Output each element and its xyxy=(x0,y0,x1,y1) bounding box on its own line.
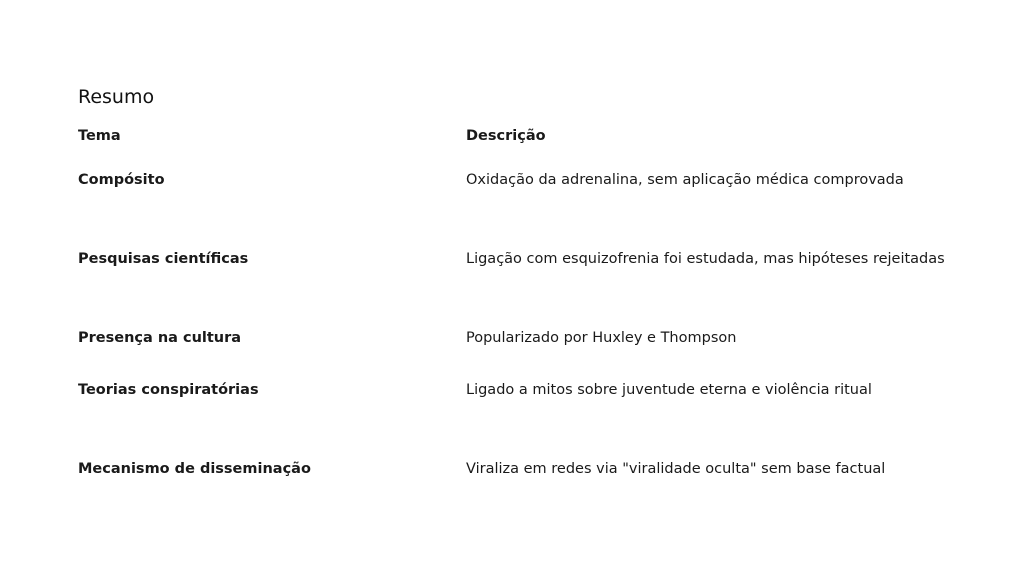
row-topic: Compósito xyxy=(78,172,165,188)
row-description: Oxidação da adrenalina, sem aplicação médica comprovada xyxy=(466,172,904,188)
header-topic: Tema xyxy=(78,128,121,144)
table-row xyxy=(78,251,978,273)
row-topic: Mecanismo de disseminação xyxy=(78,461,311,477)
table-header-row xyxy=(78,128,978,150)
table-row xyxy=(78,172,978,194)
row-description: Viraliza em redes via "viralidade oculta" sem base factual xyxy=(466,461,886,477)
row-topic: Pesquisas científicas xyxy=(78,251,249,267)
row-topic: Presença na cultura xyxy=(78,330,242,346)
row-topic: Teorias conspiratórias xyxy=(78,382,259,398)
header-description: Descrição xyxy=(466,128,546,144)
row-description: Ligação com esquizofrenia foi estudada, mas hipóteses rejeitadas xyxy=(466,251,945,267)
table-row xyxy=(78,330,978,352)
table-row xyxy=(78,382,978,404)
row-description: Popularizado por Huxley e Thompson xyxy=(466,330,737,346)
table-row xyxy=(78,461,978,483)
page-title: Resumo xyxy=(78,86,155,108)
row-description: Ligado a mitos sobre juventude eterna e violência ritual xyxy=(466,382,872,398)
